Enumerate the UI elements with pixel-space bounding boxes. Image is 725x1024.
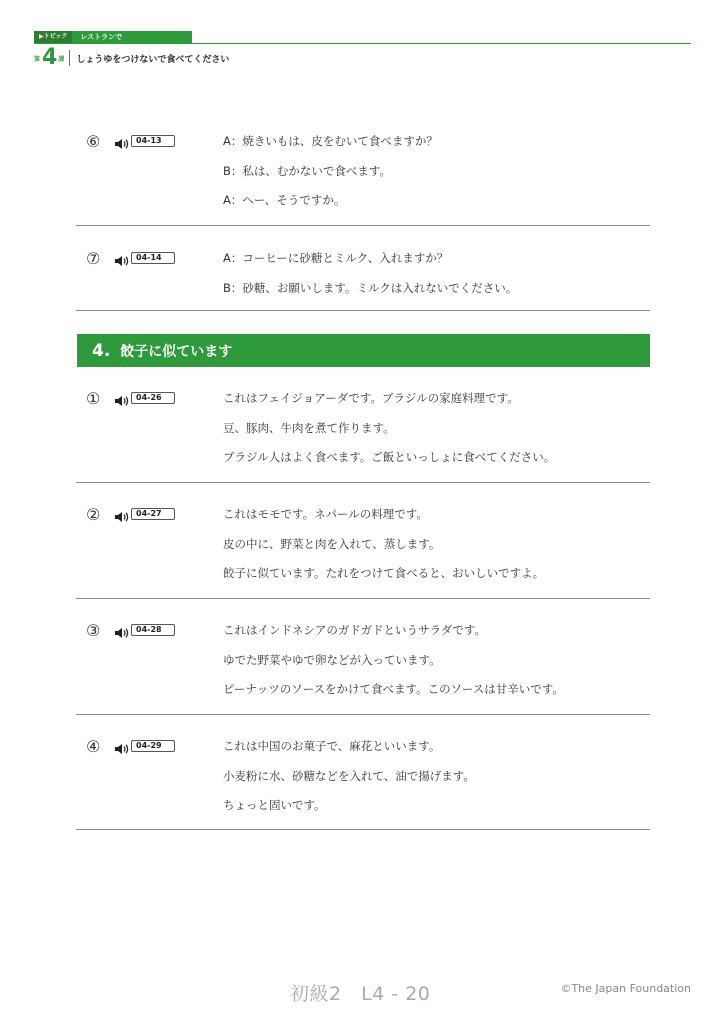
item-number: ① [86,389,101,408]
item-divider [76,310,650,311]
dialogue-line: ブラジル人はよく食べます。ご飯といっしょに食べてください。 [223,450,556,464]
dialogue-lines [223,388,555,477]
dialogue-line: B：私は、むかないで食べます。 [223,163,391,178]
dialogue-line: 豆、豚肉、牛肉を煮て作ります。 [223,420,395,435]
speaker-icon [114,135,129,147]
speaker-icon [114,392,129,404]
audio-button[interactable] [114,392,175,404]
lesson-prefix: 第 [34,55,41,63]
section-title: 餃子に似ています [120,343,233,360]
audio-track-id: 04-28 [131,624,175,636]
audio-button[interactable] [114,740,175,752]
topic-name: レストランで [72,31,192,43]
dialogue-line: ピーナッツのソースをかけて食べます。このソースは甘辛いです。 [223,682,564,696]
dialogue-line: A：焼きいもは、皮をむいて食べますか？ [223,134,438,148]
speaker-icon [114,740,129,752]
dialogue-line: これはインドネシアのガドガドというサラダです。 [223,623,487,637]
item-number: ⑥ [86,132,101,151]
topic-header [34,31,192,43]
dialogue-line: ちょっと固いです。 [223,798,326,812]
dialogue-line: これは中国のお菓子で、麻花といいます。 [223,739,441,753]
lesson-title: しょうゆをつけないで食べてください [76,54,230,65]
lesson-header [34,45,230,70]
lesson-suffix: 課 [58,55,65,63]
audio-track-id: 04-13 [131,135,175,147]
dialogue-line: B：砂糖、お願いします。ミルクは入れないでください。 [223,280,518,295]
audio-button[interactable] [114,508,175,520]
dialogue-lines [223,504,544,593]
dialogue-line: A：へー、そうですか。 [223,193,346,207]
dialogue-line: ゆでた野菜やゆで卵などが入っています。 [223,652,441,667]
section-heading [77,334,650,367]
speaker-icon [114,508,129,520]
dialogue-line: 餃子に似ています。たれをつけて食べると、おいしいですよ。 [223,566,545,580]
item-number: ④ [86,737,101,756]
section-number: 4. [92,340,111,361]
dialogue-line: 皮の中に、野菜と肉を入れて、蒸します。 [223,536,441,551]
dialogue-lines [223,131,438,220]
item-divider [76,482,650,483]
speaker-icon [114,624,129,636]
dialogue-lines [223,620,564,709]
item-divider [76,598,650,599]
dialogue-lines [223,736,475,825]
audio-track-id: 04-29 [131,740,175,752]
dialogue-lines [223,248,517,307]
item-divider [76,829,650,830]
dialogue-line: これはフェイジョアーダです。ブラジルの家庭料理です。 [223,391,519,405]
page-number: 初級2 L4 - 20 [290,983,431,1005]
header-rule [34,43,691,44]
dialogue-line: A：コーヒーに砂糖とミルク、入れますか？ [223,251,449,265]
audio-track-id: 04-27 [131,508,175,520]
audio-track-id: 04-26 [131,392,175,404]
audio-button[interactable] [114,624,175,636]
item-number: ⑦ [86,249,101,268]
audio-button[interactable] [114,135,175,147]
item-number: ② [86,505,101,524]
item-number: ③ [86,621,101,640]
copyright: ©The Japan Foundation [560,982,691,995]
item-divider [76,714,650,715]
speaker-icon [114,252,129,264]
dialogue-line: これはモモです。ネパールの料理です。 [223,507,428,521]
lesson-number: 4 [42,45,58,70]
dialogue-line: 小麦粉に水、砂糖などを入れて、油で揚げます。 [223,768,475,783]
lesson-divider [69,50,70,66]
item-divider [76,225,650,226]
audio-button[interactable] [114,252,175,264]
topic-badge: ▶トピック [34,31,72,43]
audio-track-id: 04-14 [131,252,175,264]
